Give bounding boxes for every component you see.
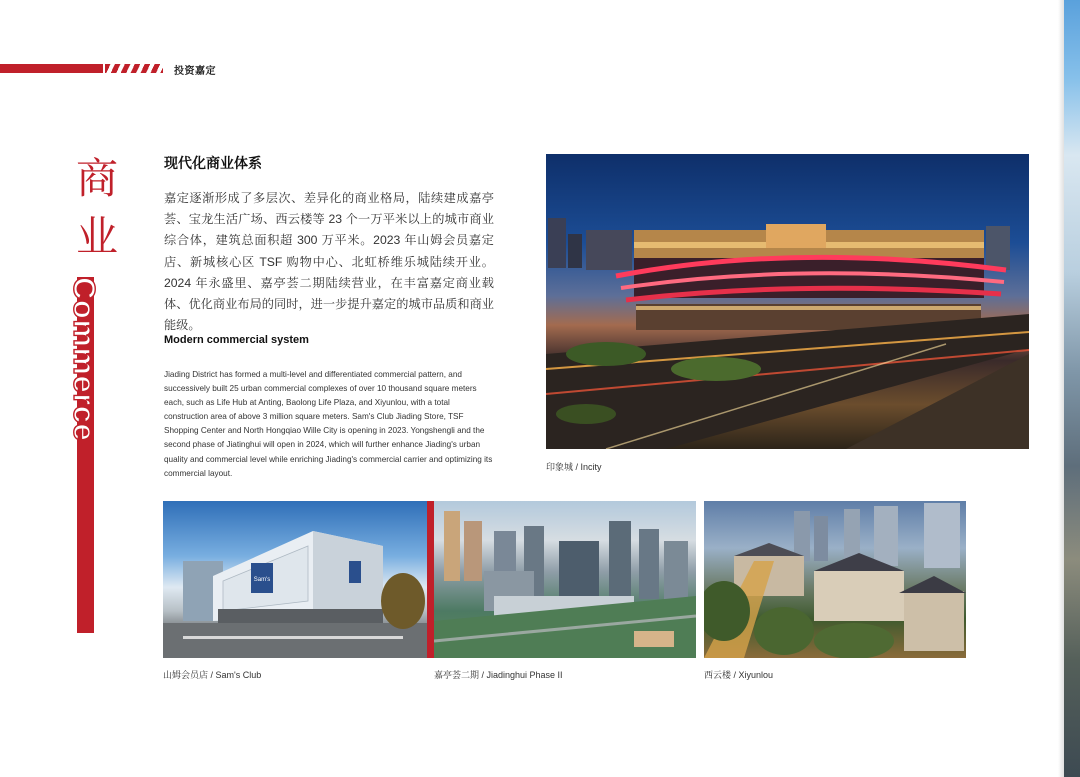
vertical-title-en: Commerce [67, 277, 102, 442]
jiadinghui-photo [434, 501, 696, 658]
xiyunlou-photo [704, 501, 966, 658]
en-heading: Modern commercial system [164, 334, 309, 346]
vertical-title-cn [72, 150, 122, 266]
jiadinghui-caption: 嘉亭荟二期 / Jiadinghui Phase II [434, 670, 563, 680]
title-char-1: 商 [75, 154, 118, 203]
photo-red-divider [427, 501, 434, 658]
incity-illustration [546, 154, 1029, 449]
header-red-bar [0, 64, 103, 73]
sams-sign-text: Sam's [253, 577, 271, 583]
xiyunlou-caption: 西云楼 / Xiyunlou [704, 670, 774, 680]
sams-club-photo [163, 501, 427, 658]
incity-photo [546, 154, 1029, 449]
incity-caption: 印象城 / Incity [546, 462, 602, 472]
sams-club-illustration [163, 501, 427, 658]
next-page-photo-strip [1064, 0, 1080, 777]
cn-body: 嘉定逐渐形成了多层次、差异化的商业格局，陆续建成嘉亭荟、宝龙生活广场、西云楼等 23 个一万平米以上的城市商业综合体，建筑总面积超 300 万平米。2023 年山姆会员嘉定店、新城核心区 TSF 购物中心、北虹桥维乐城陆续开业。2024 年永盛里、嘉亭荟二期陆续营业，在丰富嘉定商业载体、优化商业布局的同时，进一步提升嘉定的城市品质和商业能级。 [164, 191, 494, 333]
xiyunlou-illustration [704, 501, 966, 658]
cn-heading: 现代化商业体系 [164, 155, 262, 171]
sams-club-caption: 山姆会员店 / Sam's Club [163, 670, 262, 680]
jiadinghui-illustration [434, 501, 696, 658]
header-stripes [105, 64, 163, 73]
en-body: Jiading District has formed a multi-level and differentiated commercial pattern, and successively built 25 urban commercial complexes of over 10 thousand square meters each, such as Life Hub at Anting, Baolong Life Plaza, and Xiyunlou, with a total construction area of above 3 million square meters. Sam's Club Jiading Store, TSF Shopping Center and North Hongqiao Wille City is opening in 2023. Yongshengli and the second phase of Jiatinghui will open in 2024, which will further enhance Jiading's urban quality and commercial level while enriching Jiading's commercial carrier and optimizing its commercial layout. [164, 370, 493, 478]
title-char-2: 业 [75, 212, 118, 261]
section-label: 投资嘉定 [174, 66, 216, 77]
